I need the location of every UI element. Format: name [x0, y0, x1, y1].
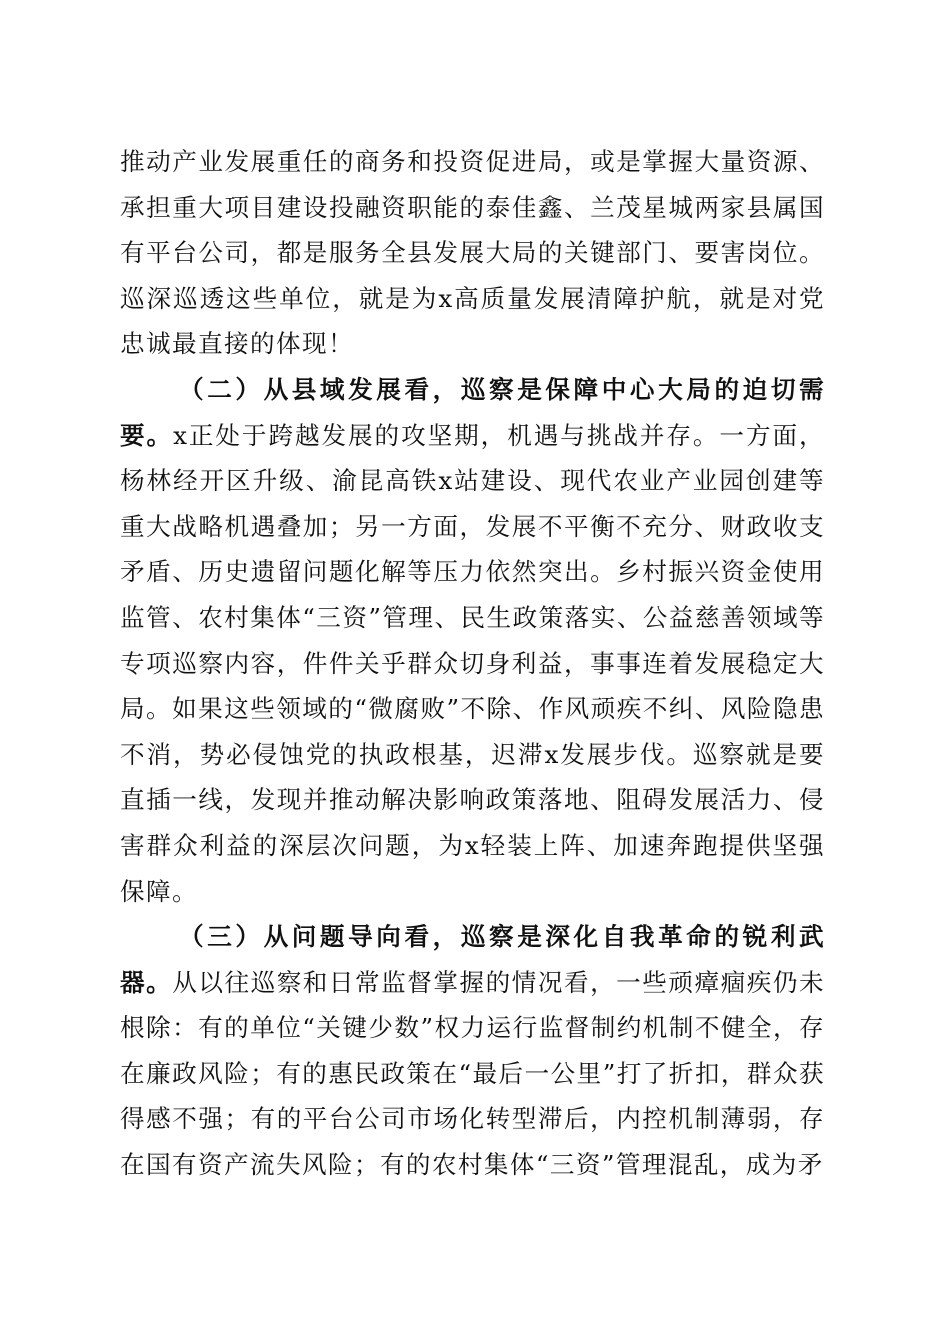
paragraph-1-text: 推动产业发展重任的商务和投资促进局，或是掌握大量资源、承担重大项目建设投融资职能的泰佳鑫、兰茂星城两家县属国有平台公司，都是服务全县发展大局的关键部门、要害岗位。巡深巡透这些单位，就是为x高质量发展清障护航，就是对党忠诚最直接的体现！: [120, 147, 825, 359]
paragraph-3: [120, 914, 825, 1188]
paragraph-2: [120, 367, 825, 914]
paragraph-2-heading: （二）从县域发展看，巡察是保障中心大局的迫切需要。: [120, 374, 825, 450]
document-body: [120, 139, 825, 1188]
paragraph-3-heading: （三）从问题导向看，巡察是深化自我革命的锐利武器。: [120, 922, 825, 997]
paragraph-3-text: 从以往巡察和日常监督掌握的情况看，一些顽瘴痼疾仍未根除：有的单位“关键少数”权力运行监督制约机制不健全，存在廉政风险；有的惠民政策在“最后一公里”打了折扣，群众获得感不强；有的平台公司市场化转型滞后，内控机制薄弱，存在国有资产流失风险；有的农村集体“三资”管理混乱，成为矛: [120, 967, 825, 1180]
paragraph-2-text: x正处于跨越发展的攻坚期，机遇与挑战并存。一方面，杨林经开区升级、渝昆高铁x站建设、现代农业产业园创建等重大战略机遇叠加；另一方面，发展不平衡不充分、财政收支矛盾、历史遗留问题化解等压力依然突出。乡村振兴资金使用监管、农村集体“三资”管理、民生政策落实、公益慈善领域等专项巡察内容，件件关乎群众切身利益，事事连着发展稳定大局。如果这些领域的“微腐败”不除、作风顽疾不纠、风险隐患不消，势必侵蚀党的执政根基，迟滞x发展步伐。巡察就是要直插一线，发现并推动解决影响政策落地、阻碍发展活力、侵害群众利益的深层次问题，为x轻装上阵、加速奔跑提供坚强保障。: [120, 420, 825, 906]
paragraph-1: [120, 139, 825, 367]
